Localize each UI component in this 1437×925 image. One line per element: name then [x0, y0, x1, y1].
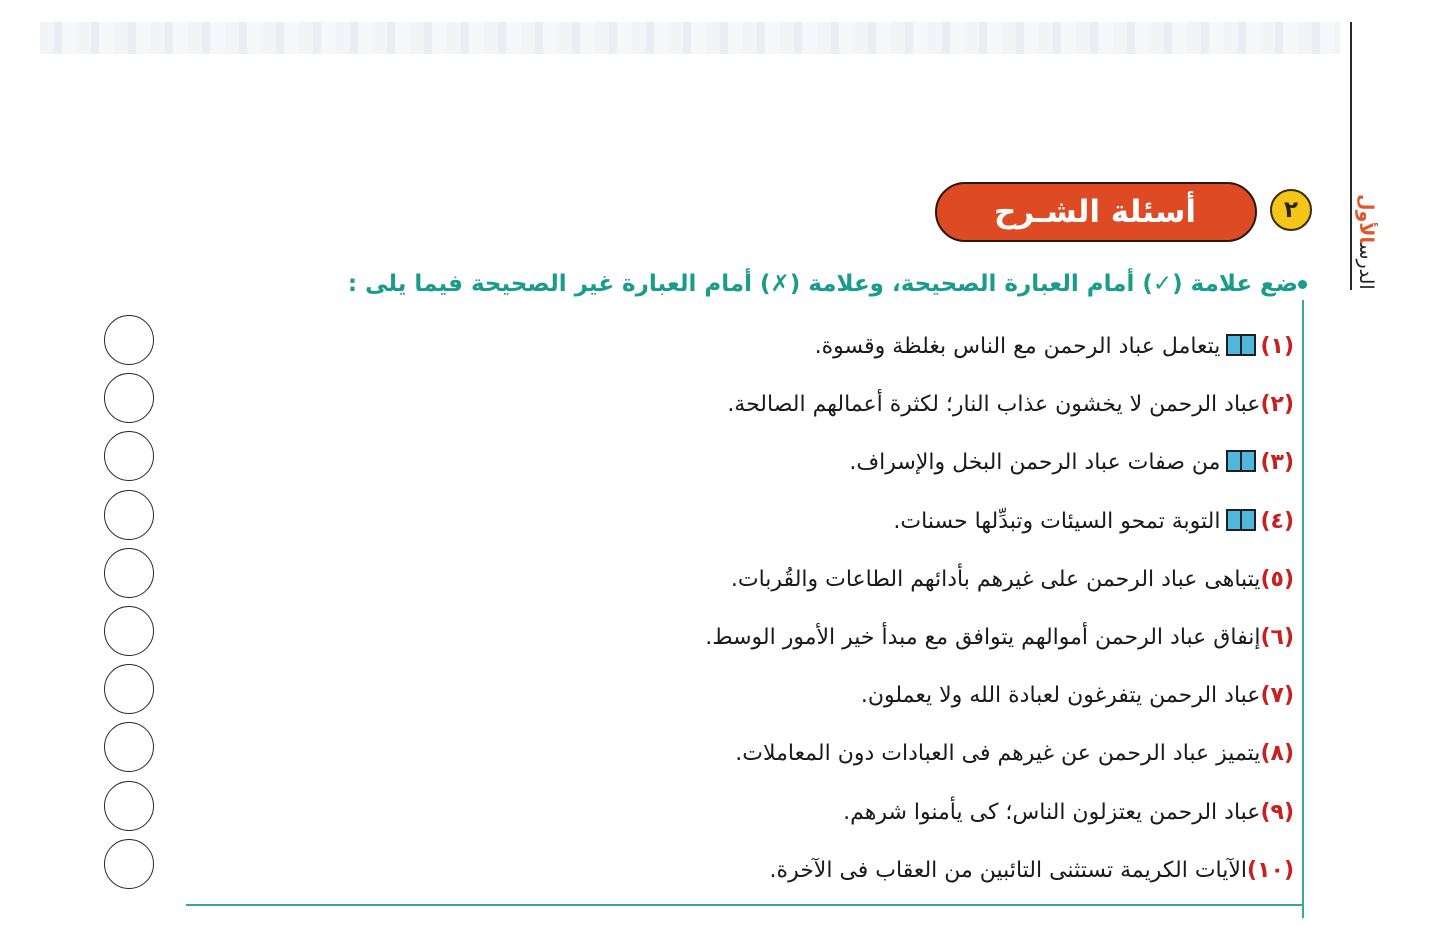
question-number: (٨): [1260, 741, 1294, 767]
question-number: (٤): [1260, 508, 1294, 534]
question-item: [430, 383, 1294, 427]
question-item: [430, 849, 1294, 893]
question-text: عباد الرحمن يعتزلون الناس؛ كى يأمنوا شرهم.: [843, 799, 1261, 825]
question-text: عباد الرحمن لا يخشون عذاب النار؛ لكثرة أعمالهم الصالحة.: [727, 392, 1261, 418]
question-text: إنفاق عباد الرحمن أموالهم يتوافق مع مبدأ خير الأمور الوسط.: [705, 625, 1261, 650]
question-item: [430, 558, 1294, 602]
answer-circle[interactable]: [104, 839, 154, 889]
book-icon: [1226, 334, 1256, 356]
question-item: [430, 616, 1294, 660]
question-item: [430, 500, 1294, 544]
section-heading-title: أسئلة الشـرح: [993, 194, 1197, 230]
question-item: [430, 325, 1294, 369]
question-text: يتباهى عباد الرحمن على غيرهم بأدائهم الطاعات والقُربات.: [730, 566, 1261, 592]
question-item: [430, 732, 1294, 776]
question-number: (١٠): [1247, 857, 1294, 883]
question-text: عباد الرحمن يتفرغون لعبادة الله ولا يعملون.: [860, 683, 1261, 709]
answer-circle[interactable]: [104, 315, 154, 365]
question-number: (٢): [1260, 392, 1294, 418]
question-text: التوبة تمحو السيئات وتبدِّلها حسنات.: [893, 508, 1221, 534]
answer-circle[interactable]: [104, 490, 154, 540]
question-text: الآيات الكريمة تستثنى التائبين من العقاب فى الآخرة.: [769, 857, 1248, 883]
question-text: من صفات عباد الرحمن البخل والإسراف.: [849, 450, 1221, 476]
question-number: (٣): [1260, 450, 1294, 476]
question-item: [430, 674, 1294, 718]
side-divider: [1350, 22, 1352, 290]
lesson-side-label: [1353, 160, 1379, 290]
answer-circle[interactable]: [104, 373, 154, 423]
instruction-text: ضع علامة (✓) أمام العبارة الصحيحة، وعلامة (✗) أمام العبارة غير الصحيحة فيما يلى :: [347, 271, 1298, 297]
answer-circle[interactable]: [104, 722, 154, 772]
scanned-header-strip: [40, 22, 1340, 54]
question-number: (٦): [1260, 625, 1294, 650]
answer-circle[interactable]: [104, 548, 154, 598]
question-number: (١): [1260, 334, 1294, 359]
question-number: (٧): [1260, 683, 1294, 709]
question-text: يتميز عباد الرحمن عن غيرهم فى العبادات دون المعاملات.: [735, 741, 1261, 767]
lesson-side-label-accent: الأول: [1355, 194, 1377, 244]
question-text: يتعامل عباد الرحمن مع الناس بغلظة وقسوة.: [814, 334, 1221, 359]
section-number-badge: ٢: [1270, 189, 1312, 231]
question-number: (٩): [1260, 799, 1294, 825]
answer-circle[interactable]: [104, 431, 154, 481]
question-number: (٥): [1260, 566, 1294, 592]
question-item: [430, 441, 1294, 485]
instruction-bullet: [1298, 280, 1307, 289]
answer-circle[interactable]: [104, 664, 154, 714]
question-frame-bottom: [186, 904, 1304, 906]
question-item: [430, 791, 1294, 835]
answer-circle[interactable]: [104, 606, 154, 656]
lesson-side-label-base: الدرس: [1355, 243, 1377, 290]
book-icon: [1226, 509, 1256, 531]
answer-circle[interactable]: [104, 781, 154, 831]
book-icon: [1226, 450, 1256, 472]
question-frame-rail: [1302, 300, 1304, 918]
